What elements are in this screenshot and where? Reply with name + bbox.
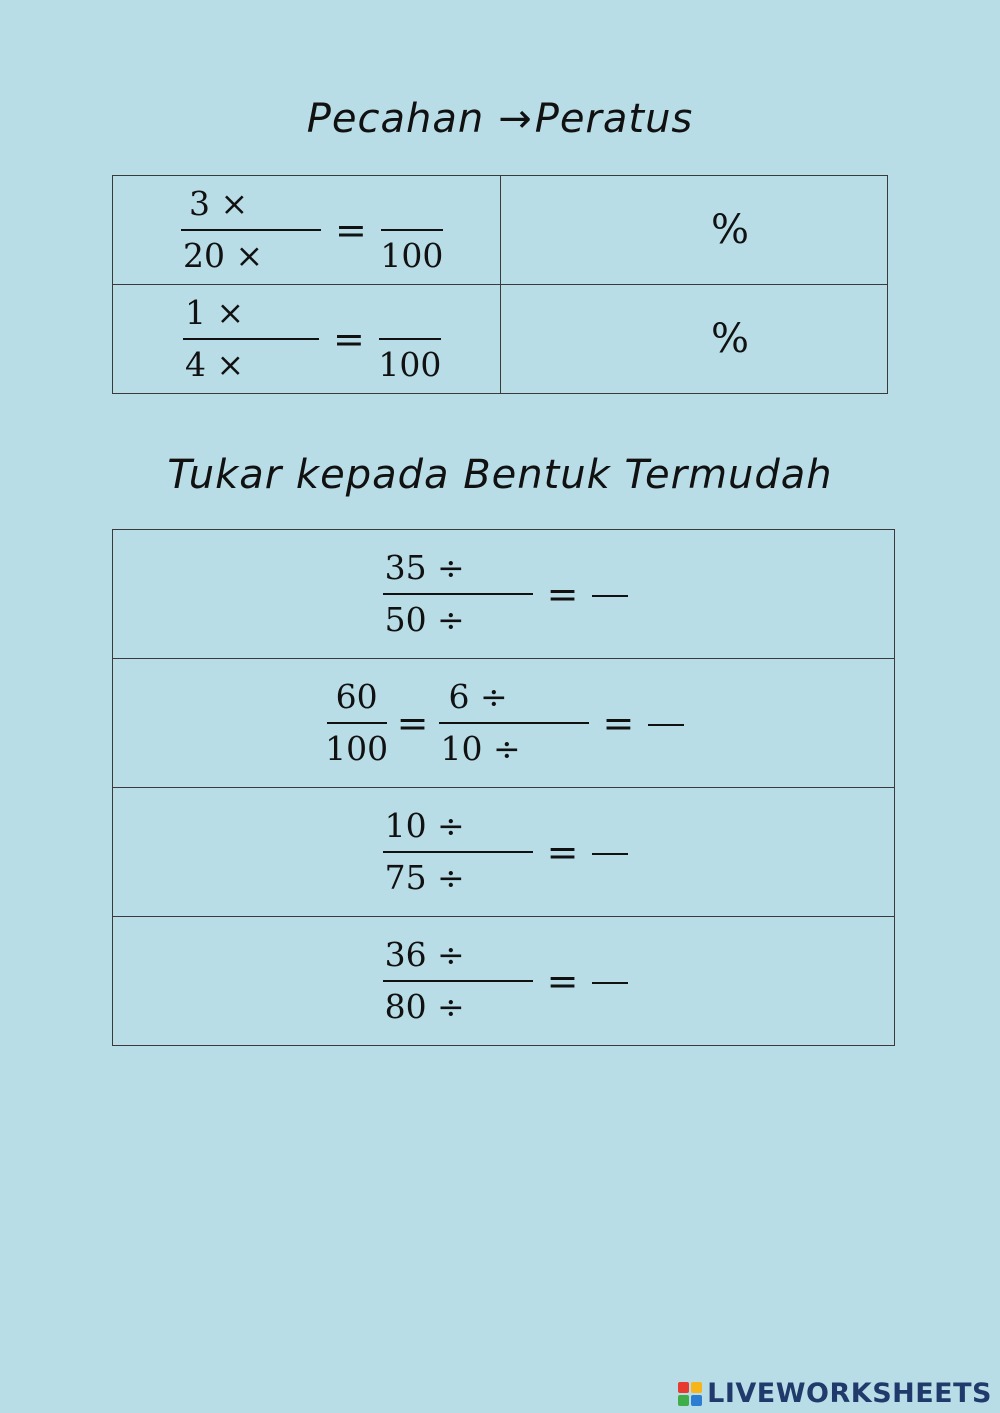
fraction-cell — [113, 176, 501, 285]
equals-sign: = — [335, 208, 367, 252]
equals-sign: = — [546, 959, 579, 1003]
numerator: 36 ÷ — [384, 935, 465, 974]
logo-square — [691, 1395, 702, 1406]
arrow-right-icon: → — [498, 96, 533, 142]
table-row — [113, 659, 895, 788]
equals-sign: = — [396, 701, 429, 745]
fraction — [327, 672, 387, 774]
denominator: 75 ÷ — [384, 858, 465, 897]
liveworksheets-logo-icon — [678, 1382, 702, 1406]
numerator: 10 ÷ — [384, 806, 465, 845]
equation-cell — [113, 917, 895, 1046]
simplest-form-table — [112, 529, 895, 1046]
table-row — [113, 530, 895, 659]
equation — [181, 179, 443, 281]
section1-title — [0, 96, 1000, 142]
equals-sign: = — [602, 701, 635, 745]
equation — [383, 543, 629, 645]
percent-cell[interactable] — [501, 176, 888, 285]
liveworksheets-logo[interactable] — [678, 1378, 992, 1409]
numerator: 35 ÷ — [384, 548, 465, 587]
answer-fraction[interactable] — [379, 288, 441, 390]
equation — [183, 288, 441, 390]
section2-title: Tukar kepada Bentuk Termudah — [167, 452, 833, 498]
equation — [383, 801, 629, 903]
table-row — [113, 176, 888, 285]
denominator: 80 ÷ — [384, 987, 465, 1026]
logo-square — [691, 1382, 702, 1393]
logo-square — [678, 1382, 689, 1393]
equals-sign: = — [333, 317, 365, 361]
equation — [327, 672, 685, 774]
table-row — [113, 917, 895, 1046]
numerator: 3 × — [189, 184, 249, 223]
fraction — [181, 179, 321, 281]
equation-cell — [113, 788, 895, 917]
denominator: 10 ÷ — [440, 729, 521, 768]
numerator: 60 — [335, 677, 378, 716]
denominator: 100 — [378, 345, 442, 384]
numerator: 6 ÷ — [448, 677, 508, 716]
denominator: 50 ÷ — [384, 600, 465, 639]
logo-square — [678, 1395, 689, 1406]
fraction — [439, 672, 589, 774]
denominator: 100 — [380, 236, 444, 275]
answer-fraction-blank[interactable] — [592, 595, 628, 597]
fraction — [383, 930, 533, 1032]
answer-fraction[interactable] — [381, 179, 443, 281]
percent-sign: % — [710, 316, 749, 362]
logo-text: LIVEWORKSHEETS — [707, 1378, 992, 1409]
denominator: 100 — [325, 729, 389, 768]
numerator: 1 × — [185, 293, 245, 332]
equation — [383, 930, 629, 1032]
fraction — [383, 543, 533, 645]
percent-sign: % — [710, 207, 749, 253]
fraction-to-percent-table — [112, 175, 888, 394]
equation-cell — [113, 659, 895, 788]
denominator: 4 × — [185, 345, 245, 384]
answer-fraction-blank[interactable] — [592, 853, 628, 855]
equation-cell — [113, 530, 895, 659]
equals-sign: = — [546, 830, 579, 874]
fraction — [383, 801, 533, 903]
table-row — [113, 788, 895, 917]
equals-sign: = — [546, 572, 579, 616]
fraction-cell — [113, 285, 501, 394]
fraction — [183, 288, 319, 390]
answer-fraction-blank[interactable] — [592, 982, 628, 984]
denominator: 20 × — [183, 236, 264, 275]
title-right: Peratus — [534, 96, 694, 142]
percent-cell[interactable] — [501, 285, 888, 394]
answer-fraction-blank[interactable] — [648, 724, 684, 726]
table-row — [113, 285, 888, 394]
title-left: Pecahan — [306, 96, 485, 142]
